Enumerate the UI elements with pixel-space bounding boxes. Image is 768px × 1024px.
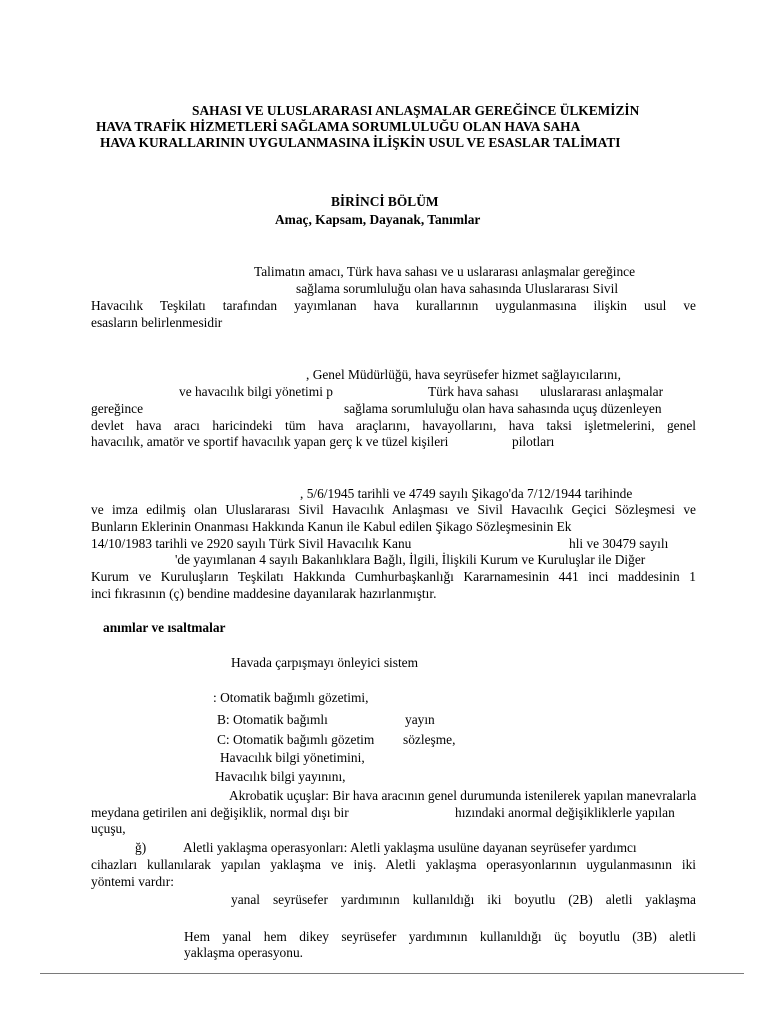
dayanak-line-1: , 5/6/1945 tarihli ve 4749 sayılı Şikago'da 7/12/1944 tarihinde (300, 486, 633, 501)
tanim-akrobatik-2b: hızındaki anormal değişikliklerle yapılan (455, 805, 675, 820)
kapsam-line-3a: gereğince (91, 401, 144, 416)
tanimlar-heading: anımlar ve ısaltmalar (103, 620, 226, 635)
dayanak-line-7: inci fıkrasının (ç) bendine maddesine dayanılarak hazırlanmıştır. (91, 586, 437, 601)
dayanak-line-4b: hli ve 30479 sayılı (569, 536, 669, 551)
tanim-akrobatik-2a: meydana getirilen ani değişiklik, normal dışı bir (91, 805, 349, 820)
dayanak-line-3: Bunların Eklerinin Onanması Hakkında Kanun ile Kabul edilen Şikago Sözleşmesinin Ek (91, 519, 572, 534)
kapsam-line-2b: Türk hava sahası (428, 384, 519, 399)
title-line-1: SAHASI VE ULUSLARARASI ANLAŞMALAR GEREĞİNCE ÜLKEMİZİN (192, 103, 640, 118)
tanim-akrobatik-1: Akrobatik uçuşlar: Bir hava aracının genel durumunda istenilerek yapılan manevralarla (229, 788, 697, 803)
tanim-adsb-tail: yayın (405, 712, 435, 727)
tanim-adsc-tail: sözleşme, (403, 732, 456, 747)
kapsam-line-5b: pilotları (512, 434, 555, 449)
amac-line-1: Talimatın amacı, Türk hava sahası ve u uslararası anlaşmalar gereğince (254, 264, 636, 279)
tanim-aletli-3: yöntemi vardır: (91, 874, 174, 889)
tanim-aletli-2b: yanal seyrüsefer yardımının kullanıldığı iki boyutlu (2B) aletli yaklaşma (231, 892, 696, 907)
section-heading: BİRİNCİ BÖLÜM (331, 194, 439, 209)
tanim-aletli-1: Aletli yaklaşma operasyonları: Aletli yaklaşma usulüne dayanan seyrüsefer yardımcı (183, 840, 637, 855)
section-subheading: Amaç, Kapsam, Dayanak, Tanımlar (275, 212, 481, 227)
kapsam-line-1: , Genel Müdürlüğü, hava seyrüsefer hizmet sağlayıcılarını, (306, 367, 621, 382)
footer-divider (40, 973, 744, 974)
kapsam-line-2c: uluslararası anlaşmalar (540, 384, 664, 399)
tanim-akrobatik-3: uçuşu, (91, 821, 126, 836)
tanim-aletli-3b-2: yaklaşma operasyonu. (184, 945, 303, 960)
tanim-aim: Havacılık bilgi yönetimini, (220, 750, 365, 765)
kapsam-line-2a: ve havacılık bilgi yönetimi p (179, 384, 333, 399)
kapsam-line-3b: sağlama sorumluluğu olan hava sahasında uçuş düzenleyen (344, 401, 662, 416)
tanim-aip: Havacılık bilgi yayınını, (215, 769, 346, 784)
kapsam-line-4: devlet hava aracı haricindeki tüm hava araçlarını, havayollarını, hava taksi işletmelerini, genel (91, 418, 696, 433)
item-marker-g: ğ) (135, 840, 147, 855)
tanim-adsb: B: Otomatik bağımlı (217, 712, 328, 727)
amac-line-4: esasların belirlenmesidir (91, 315, 223, 330)
amac-line-3: Havacılık Teşkilatı tarafından yayımlanan hava kurallarının uygulanmasına ilişkin usul ve (91, 298, 696, 313)
title-line-3: HAVA KURALLARININ UYGULANMASINA İLİŞKİN USUL VE ESASLAR TALİMATI (100, 135, 621, 150)
tanim-aletli-2: cihazları kullanılarak yapılan yaklaşma ve iniş. Aletli yaklaşma operasyonlarının uygulanmasının iki (91, 857, 696, 872)
dayanak-line-2: ve imza edilmiş olan Uluslararası Sivil Havacılık Anlaşması ve Sivil Havacılık Geçici Sözleşmesi ve (91, 502, 696, 517)
tanim-aletli-3b-1: Hem yanal hem dikey seyrüsefer yardımının kullanıldığı üç boyutlu (3B) aletli (184, 929, 696, 944)
amac-line-2: sağlama sorumluluğu olan hava sahasında Uluslararası Sivil (296, 281, 619, 296)
tanim-ads: : Otomatik bağımlı gözetimi, (213, 690, 369, 705)
kapsam-line-5a: havacılık, amatör ve sportif havacılık yapan gerç k ve tüzel kişileri (91, 434, 449, 449)
title-line-2: HAVA TRAFİK HİZMETLERİ SAĞLAMA SORUMLULUĞU OLAN HAVA SAHA (96, 119, 581, 134)
dayanak-line-6: Kurum ve Kuruluşların Teşkilatı Hakkında Cumhurbaşkanlığı Kararnamesinin 441 inci maddesinin 1 (91, 569, 696, 584)
tanim-tcas: Havada çarpışmayı önleyici sistem (231, 655, 419, 670)
dayanak-line-4a: 14/10/1983 tarihli ve 2920 sayılı Türk Sivil Havacılık Kanu (91, 536, 412, 551)
dayanak-line-5: 'de yayımlanan 4 sayılı Bakanlıklara Bağlı, İlgili, İlişkili Kurum ve Kuruluşlar ile Diğer (175, 552, 646, 567)
tanim-adsc: C: Otomatik bağımlı gözetim (217, 732, 375, 747)
